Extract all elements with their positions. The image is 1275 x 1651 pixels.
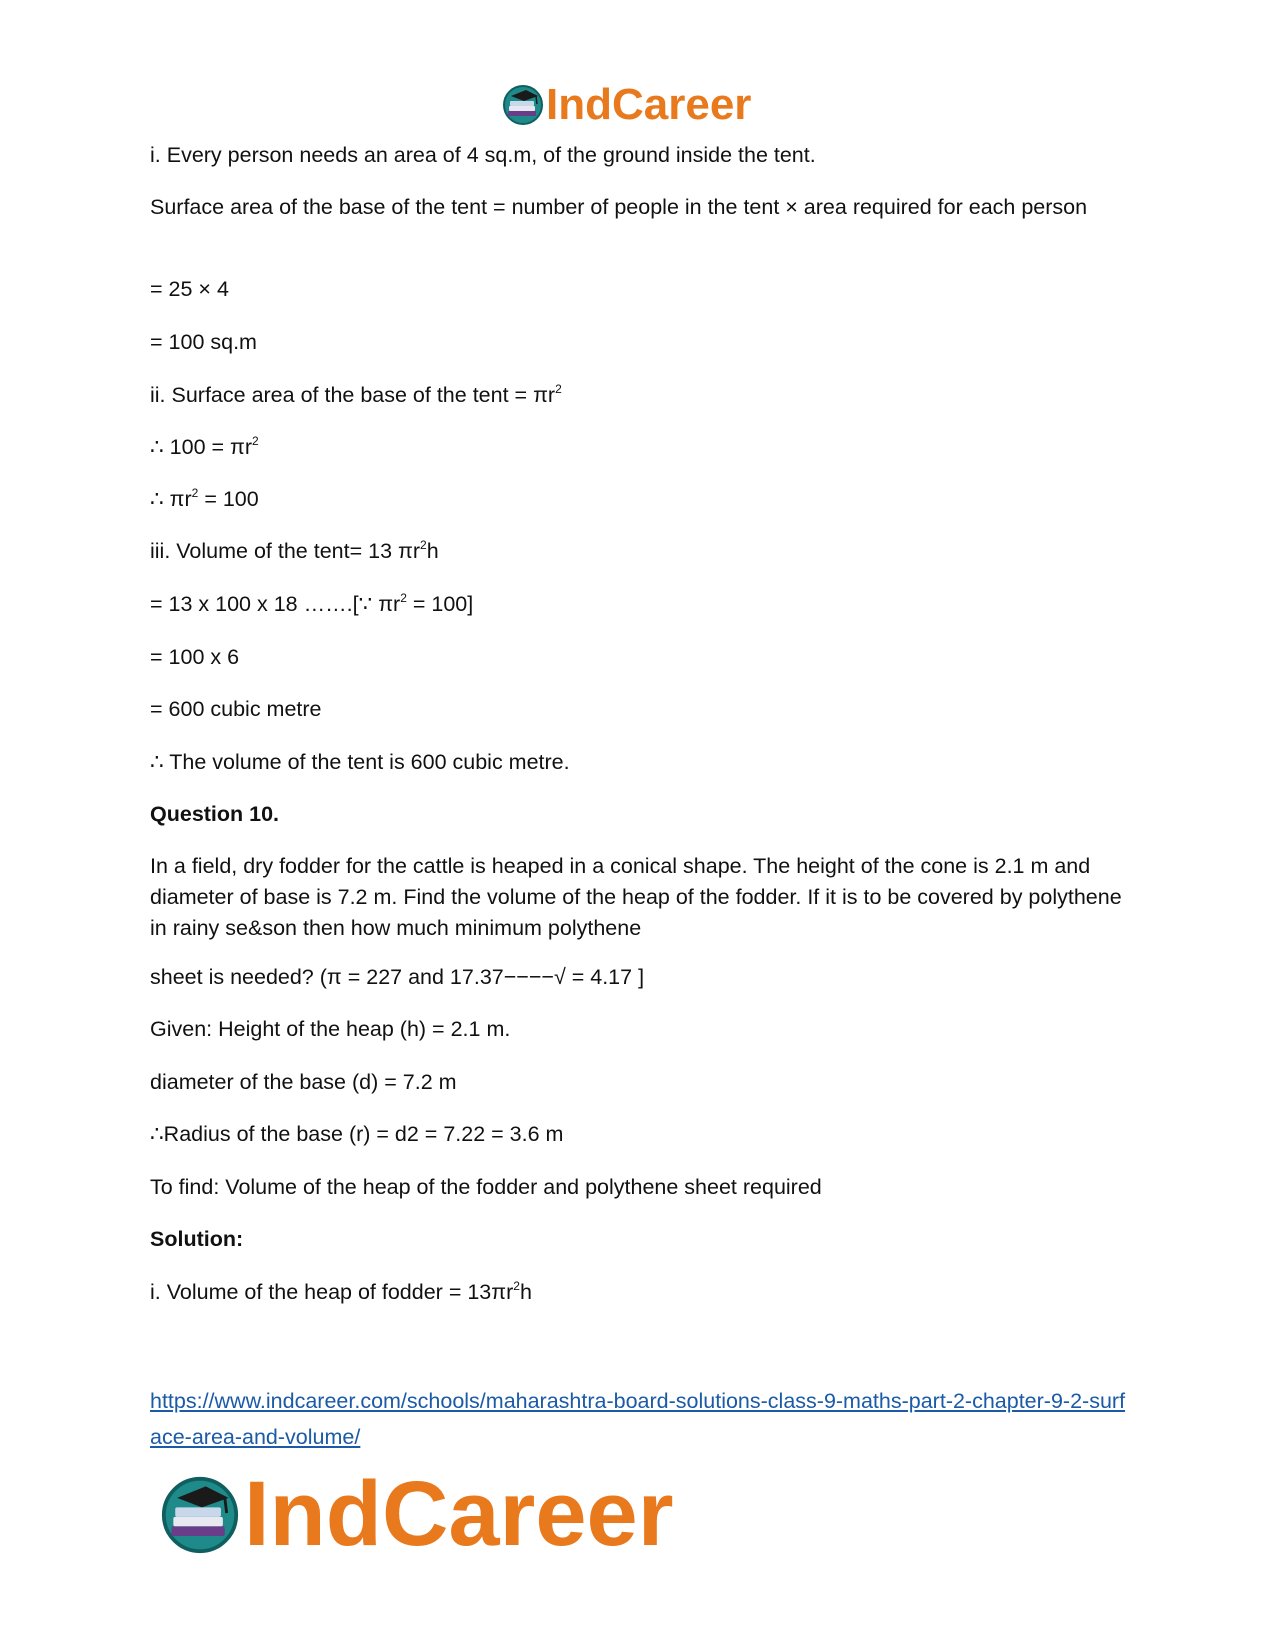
text-line: = 100 sq.m — [150, 330, 257, 354]
source-url-link[interactable]: https://www.indcareer.com/schools/maharashtra-board-solutions-class-9-maths-part-2-chapter-9-2-surface-area-and-volume/ — [150, 1389, 1126, 1449]
text-fragment: ∴ πr — [150, 487, 192, 511]
text-fragment: i. Volume of the heap of fodder = 13πr — [150, 1280, 514, 1304]
text-line — [150, 380, 1130, 411]
footer-logo — [160, 1462, 674, 1567]
text-line: To find: Volume of the heap of the fodder and polythene sheet required — [150, 1175, 822, 1199]
text-fragment: iii. Volume of the tent= 13 πr — [150, 539, 420, 563]
text-paragraph: Surface area of the base of the tent = number of people in the tent × area required for each person — [150, 195, 1088, 219]
graduation-book-icon — [160, 1475, 240, 1555]
superscript: 2 — [420, 538, 427, 552]
logo-wordmark: IndCareer — [244, 1463, 674, 1565]
superscript: 2 — [513, 1279, 520, 1293]
text-fragment: = 13 x 100 x 18 …….[∵ πr — [150, 592, 401, 616]
header-logo — [502, 80, 751, 130]
text-line: Given: Height of the heap (h) = 2.1 m. — [150, 1017, 511, 1041]
text-line — [150, 1277, 1130, 1308]
text-fragment: = 100] — [406, 592, 474, 616]
text-line — [150, 484, 1130, 515]
superscript: 2 — [400, 591, 407, 605]
text-line: = 100 x 6 — [150, 645, 240, 669]
text-line: ∴ The volume of the tent is 600 cubic metre. — [150, 750, 570, 774]
question-heading: Question 10. — [150, 802, 280, 826]
text-line: i. Every person needs an area of 4 sq.m, of the ground inside the tent. — [150, 143, 816, 167]
logo-wordmark: IndCareer — [546, 80, 752, 129]
text-fragment: = 100 — [198, 487, 259, 511]
text-fragment: h — [519, 1280, 532, 1304]
text-fragment: ∴ 100 = πr — [150, 435, 253, 459]
text-fragment: ii. Surface area of the base of the tent = πr — [150, 383, 556, 407]
text-line — [150, 432, 1130, 463]
text-line: = 600 cubic metre — [150, 697, 322, 721]
text-line: ∴Radius of the base (r) = d2 = 7.22 = 3.6 m — [150, 1122, 564, 1146]
superscript: 2 — [191, 486, 199, 500]
graduation-book-icon — [502, 84, 544, 126]
text-line — [150, 536, 1130, 567]
text-line: sheet is needed? (π = 227 and 17.37−−−−√ = 4.17 ] — [150, 965, 645, 989]
text-line — [150, 589, 1130, 620]
question-text: In a field, dry fodder for the cattle is heaped in a conical shape. The height of the cone is 2.1 m and diameter of base is 7.2 m. Find the volume of the heap of the fodder. If it is to be covered by polythene in rainy se&son then how much minimum polythene — [150, 854, 1122, 940]
superscript: 2 — [252, 434, 259, 448]
superscript: 2 — [555, 382, 562, 396]
text-fragment: h — [426, 539, 439, 563]
text-line: = 25 × 4 — [150, 277, 229, 301]
solution-heading: Solution: — [150, 1227, 244, 1251]
text-line: diameter of the base (d) = 7.2 m — [150, 1070, 457, 1094]
